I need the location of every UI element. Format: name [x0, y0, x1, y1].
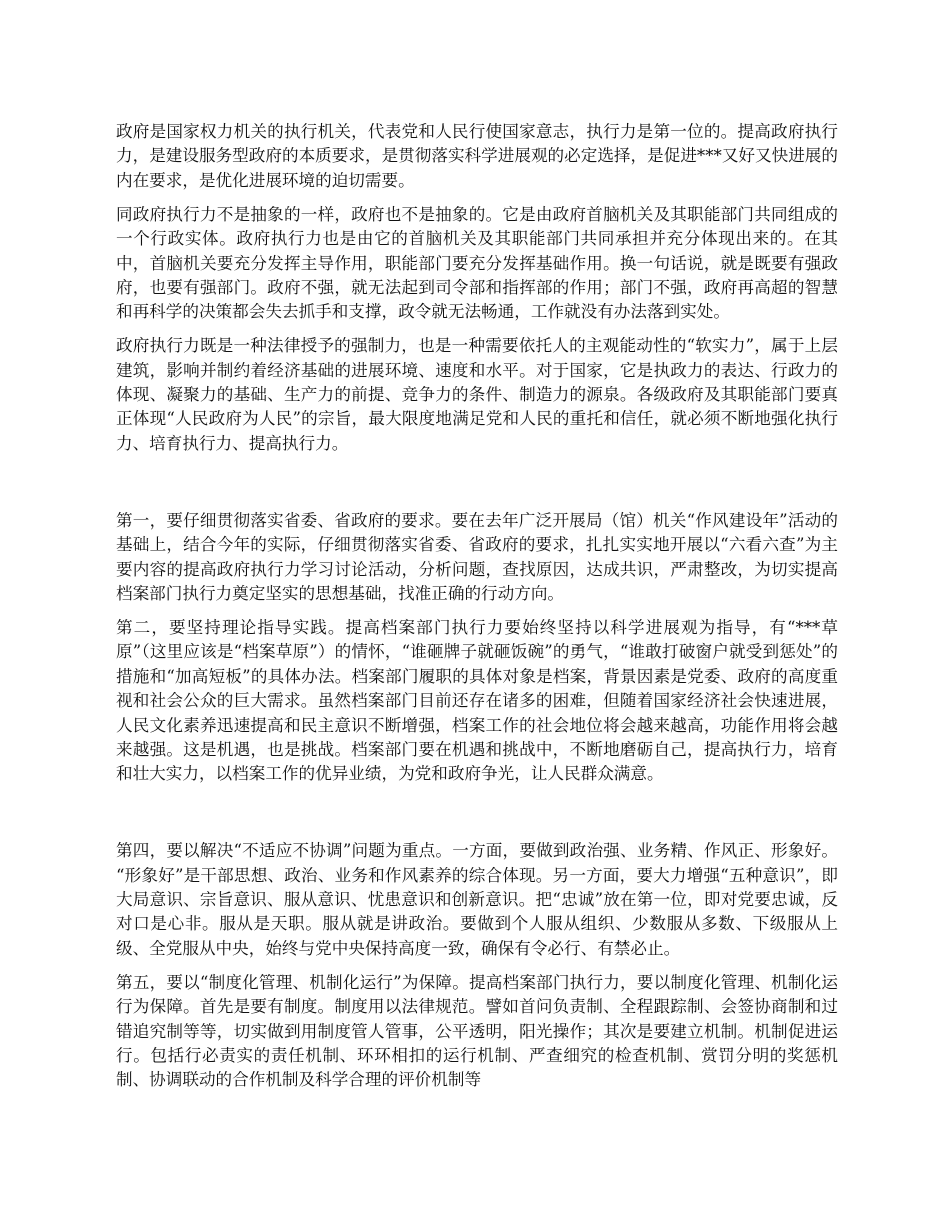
section-gap [116, 466, 838, 509]
paragraph-1: 政府是国家权力机关的执行机关，代表党和人民行使国家意志，执行力是第一位的。提高政府执行力，是建设服务型政府的本质要求，是贯彻落实科学进展观的必定选择，是促进***又好又快进展的内在要求，是优化进展环境的迫切需要。 [116, 122, 838, 190]
paragraph-7: 第五，要以“制度化管理、机制化运行”为保障。提高档案部门执行力，要以制度化管理、机制化运行为保障。首先是要有制度。制度用以法律规范。譬如首问负责制、全程跟踪制、会签协商制和过错追究制等等，切实做到用制度管人管事，公平透明，阳光操作；其次是要建立机制。机制促进运行。包括行必责实的责任机制、环环相扣的运行机制、严查细究的检查机制、赏罚分明的奖惩机制、协调联动的合作机制及科学合理的评价机制等 [116, 972, 838, 1090]
paragraph-4: 第一，要仔细贯彻落实省委、省政府的要求。要在去年广泛开展局（馆）机关“作风建设年”活动的基础上，结合今年的实际，仔细贯彻落实省委、省政府的要求，扎扎实实地开展以“六看六查”为主要内容的提高政府执行力学习讨论活动，分析问题，查找原因，达成共识，严肃整改，为切实提高档案部门执行力奠定坚实的思想基础，找准正确的行动方向。 [116, 510, 838, 603]
paragraph-2: 同政府执行力不是抽象的一样，政府也不是抽象的。它是由政府首脑机关及其职能部门共同组成的一个行政实体。政府执行力也是由它的首脑机关及其职能部门共同承担并充分体现出来的。在其中，首脑机关要充分发挥主导作用，职能部门要充分发挥基础作用。换一句话说，就是既要有强政府，也要有强部门。政府不强，就无法起到司令部和指挥部的作用；部门不强，政府再高超的智慧和再科学的决策都会失去抓手和支撑，政令就无法畅通，工作就没有办法落到实处。 [116, 204, 838, 322]
paragraph-5: 第二，要坚持理论指导实践。提高档案部门执行力要始终坚持以科学进展观为指导，有“***草原”（这里应该是“档案草原”）的情怀，“谁砸牌子就砸饭碗”的勇气，“谁敢打破窗户就受到惩处”的措施和“加高短板”的具体办法。档案部门履职的具体对象是档案，背景因素是党委、政府的高度重视和社会公众的巨大需求。虽然档案部门目前还存在诸多的困难，但随着国家经济社会快速进展，人民文化素养迅速提高和民主意识不断增强，档案工作的社会地位将会越来越高，功能作用将会越来越强。这是机遇，也是挑战。档案部门要在机遇和挑战中，不断地磨砺自己，提高执行力，培育和壮大实力，以档案工作的优异业绩，为党和政府争光，让人民群众满意。 [116, 617, 838, 784]
document-body [116, 120, 838, 1102]
section-gap [116, 796, 838, 839]
paragraph-3: 政府执行力既是一种法律授予的强制力，也是一种需要依托人的主观能动性的“软实力”，属于上层建筑，影响并制约着经济基础的进展环境、速度和水平。对于国家，它是执政力的表达、行政力的体现、凝聚力的基础、生产力的前提、竞争力的条件、制造力的源泉。各级政府及其职能部门要真正体现“人民政府为人民”的宗旨，最大限度地满足党和人民的重托和信任，就必须不断地强化执行力、培育执行力、提高执行力。 [116, 336, 838, 453]
paragraph-6: 第四，要以解决“不适应不协调”问题为重点。一方面，要做到政治强、业务精、作风正、形象好。 “形象好”是干部思想、政治、业务和作风素养的综合体现。另一方面，要大力增强“五种意识”，即大局意识、宗旨意识、服从意识、忧患意识和创新意识。把“忠诚”放在第一位，即对党要忠诚，反对口是心非。服从是天职。服从就是讲政治。要做到个人服从组织、少数服从多数、下级服从上级、全党服从中央，始终与党中央保持高度一致，确保有令必行、有禁必止。 [116, 841, 838, 958]
